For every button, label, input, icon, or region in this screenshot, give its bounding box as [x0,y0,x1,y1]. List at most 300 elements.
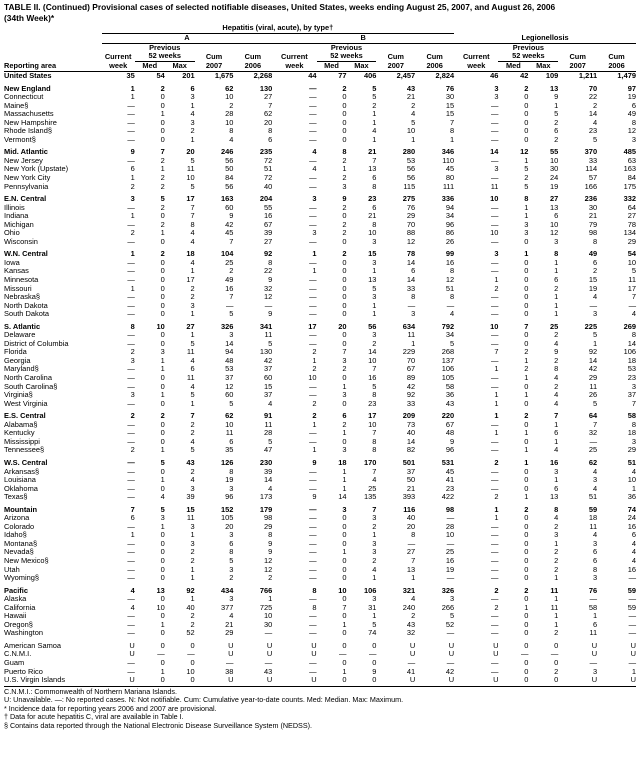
value-cell: — [309,100,317,110]
value-cell: 92 [588,347,598,357]
reporting-area-cell: Washington [4,628,43,638]
value-cell: — [628,628,636,638]
value-cell: 96 [225,492,234,502]
value-cell: 37 [627,390,636,400]
value-cell: 3 [372,513,377,523]
value-cell: 96 [445,219,455,229]
value-cell: — [491,330,499,340]
value-cell: 792 [441,321,455,331]
value-cell: 6 [268,134,273,144]
value-cell: — [127,292,135,302]
value-cell: 2 [372,521,377,531]
value-cell: 0 [342,126,347,136]
value-cell: 4 [268,483,273,493]
reporting-area-cell: U.S. Virgin Islands [4,675,66,685]
value-cell: 5 [190,338,195,348]
value-cell: 42 [520,70,529,80]
value-cell: 0 [160,338,165,348]
value-cell: 3 [592,538,598,548]
value-cell: 2 [190,419,195,429]
value-cell: 14 [490,147,499,157]
value-cell: 0 [524,564,529,574]
value-cell: 2 [130,228,135,238]
value-cell: 0 [160,330,165,340]
value-cell: 48 [225,355,234,365]
value-cell: 0 [524,134,529,144]
current-label: Current [104,51,132,61]
value-cell: 97 [627,83,636,93]
value-cell: 0 [160,100,165,110]
value-cell: 9 [268,275,273,285]
value-cell: 0 [160,547,165,557]
value-cell: 2 [190,619,195,629]
reporting-area-cell: Utah [4,564,20,574]
value-cell: — [446,513,455,523]
table-row [4,629,636,638]
value-cell: 14 [588,109,598,119]
reporting-area-cell: Georgia [4,355,31,365]
table-row [4,93,636,102]
value-cell: 130 [259,347,273,357]
value-cell: 11 [186,164,195,174]
value-cell: 9 [268,538,273,548]
value-cell: 4 [631,538,636,548]
table-row [4,595,636,604]
value-cell: 62 [588,457,598,467]
value-cell: 8 [342,147,347,157]
value-cell: 16 [263,211,273,221]
value-cell: 96 [445,445,455,455]
value-cell: 7 [631,398,636,408]
value-cell: 76 [406,202,416,212]
value-cell: 3 [372,330,377,340]
value-cell: 266 [441,602,455,612]
value-cell: 7 [592,419,598,429]
value-cell: 10 [338,585,347,595]
value-cell: 2 [342,419,347,429]
value-cell: — [127,126,135,136]
value-cell: U [409,649,416,659]
reporting-area-cell: North Dakota [4,300,48,310]
value-cell: — [157,649,165,659]
value-cell: 5 [592,330,598,340]
value-cell: 0 [160,398,165,408]
value-cell: 1 [524,355,529,365]
value-cell: 1 [494,275,499,285]
value-cell: 0 [160,594,165,604]
value-cell: 26 [445,236,455,246]
value-cell: 275 [402,194,416,204]
value-cell: 2 [592,100,598,110]
value-cell: 1 [554,594,559,604]
value-cell: 21 [588,211,598,221]
reporting-area-cell: Arkansas§ [4,466,40,476]
value-cell: 0 [342,275,347,285]
value-cell: 37 [263,364,273,374]
value-cell: 5 [592,398,598,408]
value-cell: 10 [490,321,499,331]
value-cell: 3 [130,355,135,365]
value-cell: 35 [225,445,234,455]
value-cell: 17 [368,411,377,421]
value-cell: 92 [263,249,273,259]
reporting-area-cell: Nevada§ [4,547,34,557]
value-cell: — [550,649,559,659]
value-cell: 17 [627,283,636,293]
value-cell: 3 [494,249,499,259]
value-cell: 1 [524,202,529,212]
value-cell: 8 [554,249,559,259]
value-cell: 10 [225,419,234,429]
footnote-provisional: * Incidence data for reporting years 2006 and 2007 are provisional. [4,703,217,713]
value-cell: 70 [406,219,416,229]
value-cell: 166 [584,181,598,191]
value-cell: 6 [554,211,559,221]
value-cell: — [127,483,135,493]
value-cell: 10 [550,155,559,165]
value-cell: 54 [156,70,165,80]
value-cell: 8 [229,466,234,476]
value-cell: 4 [372,475,377,485]
value-cell: 62 [225,83,234,93]
value-cell: 27 [186,321,195,331]
value-cell: 766 [259,585,273,595]
value-cell: — [628,573,636,583]
value-cell: 1 [494,398,499,408]
value-cell: 98 [588,228,598,238]
value-cell: 2 [229,573,234,583]
value-cell: 12 [445,275,455,285]
reporting-area-cell: Delaware [4,330,36,340]
value-cell: 13 [368,164,377,174]
value-cell: 3 [592,309,598,319]
value-cell: 14 [627,338,636,348]
value-cell: 8 [312,585,317,595]
value-cell: 2 [411,100,416,110]
value-cell: — [309,292,317,302]
value-cell: 3 [130,194,135,204]
value-cell: 5 [268,338,273,348]
region-row [4,195,636,204]
value-cell: 406 [363,70,377,80]
value-cell: 1 [372,530,377,540]
value-cell: 2 [494,283,499,293]
value-cell: 29 [406,211,416,221]
value-cell: 9 [268,309,273,319]
value-cell: 137 [441,355,455,365]
value-cell: U [630,640,636,650]
value-cell: 4 [554,445,559,455]
value-cell: 0 [160,657,165,667]
value-cell: 10 [627,257,636,267]
value-cell: 8 [449,292,455,302]
value-cell: 78 [406,249,416,259]
footnote-hepatitis-c: † Data for acute hepatitis C, viral are available in Table I. [4,712,184,722]
value-cell: 2 [190,547,195,557]
value-cell: 64 [627,202,636,212]
value-cell: 20 [263,117,273,127]
value-cell: 84 [225,173,234,182]
value-cell: 0 [524,419,529,429]
value-cell: 3 [190,483,195,493]
value-cell: 0 [160,573,165,583]
value-cell: 4 [190,109,195,119]
value-cell: 4 [592,117,598,127]
value-cell: — [491,530,499,540]
value-cell: 2 [554,628,559,638]
value-cell: 3 [160,513,165,523]
value-cell: 2 [190,283,195,293]
value-cell: 4 [372,126,377,136]
value-cell: 60 [225,202,234,212]
value-cell: 10 [490,194,499,204]
table-row [4,365,636,374]
value-cell: 3 [554,530,559,540]
value-cell: 98 [445,504,455,514]
value-cell: 28 [263,428,273,438]
table-row [4,259,636,268]
value-cell: 116 [403,504,416,514]
table-row [4,676,636,685]
value-cell: 17 [308,321,317,331]
value-cell: 6 [554,275,559,285]
value-cell: 4 [631,466,636,476]
value-cell: 0 [524,266,529,276]
value-cell: 1 [631,666,636,676]
reporting-area-cell: Maine§ [4,100,29,110]
value-cell: 3 [372,236,377,246]
value-cell: 0 [524,92,529,102]
value-cell: 2,457 [396,70,416,80]
value-cell: 485 [623,147,636,157]
value-cell: 0 [160,283,165,293]
title-line-1: TABLE II. (Continued) Provisional cases of selected notifiable diseases, United States, weeks ending August 25, 2007, and August 26, 2006 [4,2,556,12]
value-cell: 27 [263,92,273,102]
value-cell: 7 [342,347,347,357]
value-cell: 8 [372,390,377,400]
value-cell: — [127,619,135,629]
value-cell: 0 [160,236,165,246]
value-cell: 4 [130,585,135,595]
value-cell: 0 [554,675,559,685]
value-cell: — [309,564,317,574]
value-cell: 2 [494,492,499,502]
value-cell: 0 [554,657,559,667]
value-cell: 7 [372,466,377,476]
value-cell: 6 [190,364,195,374]
value-cell: — [127,436,135,446]
previous-label: Previous [330,42,363,52]
value-cell: 8 [229,126,234,136]
value-cell: 0 [160,381,165,391]
value-cell: 43 [445,398,455,408]
value-cell: 18 [186,249,195,259]
value-cell: 1 [160,109,165,119]
value-cell: 163 [623,164,636,174]
value-cell: 3 [229,330,234,340]
reporting-area-cell: E.S. Central [4,411,46,421]
value-cell: 67 [445,419,455,429]
value-cell: 23 [368,194,377,204]
value-cell: 62 [225,411,234,421]
value-cell: — [127,538,135,548]
reporting-area-cell: Montana§ [4,538,38,548]
value-cell: 1 [160,666,165,676]
value-cell: 1 [342,164,347,174]
cum-label: Cum [426,51,443,61]
value-cell: 14 [338,492,347,502]
value-cell: — [127,309,135,319]
value-cell: 0 [524,521,529,531]
value-cell: 17 [186,194,195,204]
value-cell: — [309,155,317,165]
value-cell: — [309,555,317,565]
table-row [4,110,636,119]
value-cell: 2 [312,411,317,421]
value-cell: 7 [372,155,377,165]
value-cell: 0 [160,292,165,302]
value-cell: 42 [225,219,234,229]
value-cell: 1 [190,398,195,408]
value-cell: U [129,640,135,650]
value-cell: 1 [312,419,317,429]
table-row [4,531,636,540]
value-cell: 6 [592,547,598,557]
value-cell: 32 [406,628,416,638]
value-cell: 0 [524,117,529,127]
value-cell: U [266,649,273,659]
value-cell: 0 [342,594,347,604]
reporting-area-cell: New Hampshire [4,117,57,127]
value-cell: 0 [524,513,529,523]
value-cell: 0 [524,436,529,446]
value-cell: 1 [190,594,195,604]
value-cell: 50 [406,475,416,485]
value-cell: 1 [160,475,165,485]
value-cell: 16 [550,457,559,467]
value-cell: — [589,657,598,667]
value-cell: 1 [524,390,529,400]
previous-label: Previous [512,42,544,52]
value-cell: 105 [441,373,455,383]
value-cell: 1 [524,428,529,438]
value-cell: 5 [372,283,377,293]
value-cell: 21 [406,483,416,493]
value-cell: 2 [554,547,559,557]
value-cell: U [129,675,135,685]
value-cell: — [127,573,135,583]
value-cell: 1 [372,300,377,310]
value-cell: — [309,428,317,438]
value-cell: 1 [494,504,499,514]
value-cell: 5 [229,309,234,319]
value-cell: — [127,381,135,391]
value-cell: 22 [263,266,273,276]
value-cell: 1 [554,573,559,583]
value-cell: 13 [156,585,165,595]
value-cell: 5 [631,266,636,276]
med-label: Med [135,62,165,72]
value-cell: — [127,266,135,276]
value-cell: 3 [342,504,347,514]
value-cell: 1 [342,483,347,493]
value-cell: 30 [263,619,273,629]
value-cell: 36 [445,390,455,400]
value-cell: — [309,236,317,246]
value-cell: — [491,436,499,446]
value-cell: 3 [554,236,559,246]
reporting-area-cell: Connecticut [4,92,44,102]
reporting-area-cell: Guam [4,657,25,667]
value-cell: 12 [406,236,416,246]
value-cell: 7 [160,147,165,157]
value-cell: 12 [627,126,636,136]
value-cell: — [127,236,135,246]
reporting-area-cell: North Carolina [4,373,52,383]
table-row [4,668,636,677]
value-cell: 4 [268,398,273,408]
value-cell: 4 [190,236,195,246]
value-cell: 1 [524,445,529,455]
value-cell: 53 [406,155,416,165]
reporting-area-cell: Nebraska§ [4,292,40,302]
value-cell: 13 [368,275,377,285]
value-cell: — [491,594,499,604]
value-cell: 35 [126,70,135,80]
value-cell: 2 [160,181,165,191]
reporting-area-cell: S. Atlantic [4,321,41,331]
value-cell: 63 [627,155,636,165]
value-cell: 74 [627,504,636,514]
value-cell: 41 [445,475,455,485]
value-cell: 11 [186,347,195,357]
value-cell: 2 [494,457,499,467]
value-cell: — [368,649,377,659]
value-cell: 0 [342,338,347,348]
reporting-area-cell: Wyoming§ [4,573,40,583]
value-cell: 2 [190,466,195,476]
value-cell: 0 [160,92,165,102]
value-cell: 29 [225,628,234,638]
value-cell: 5 [190,390,195,400]
value-cell: 10 [225,117,234,127]
value-cell: 1 [190,330,195,340]
table-body [4,71,636,684]
value-cell: 1 [190,564,195,574]
value-cell: 10 [550,219,559,229]
value-cell: 1 [372,266,377,276]
value-cell: — [520,649,529,659]
value-cell: 6 [554,483,559,493]
value-cell: 14 [406,257,416,267]
value-cell: 3 [160,347,165,357]
table-row [4,285,636,294]
week-label: week [454,62,498,72]
value-cell: 58 [445,381,455,391]
value-cell: 30 [588,202,598,212]
value-cell: 0 [524,611,529,621]
reporting-area-cell: Missouri [4,283,32,293]
value-cell: 32 [263,283,273,293]
value-cell: — [628,619,636,629]
reporting-area-cell: New Mexico§ [4,555,49,565]
value-cell: 5 [268,436,273,446]
value-cell: — [309,381,317,391]
group-a-header: A [102,33,273,43]
value-cell: — [127,117,135,127]
value-cell: 2 [312,364,317,374]
value-cell: 3 [372,292,377,302]
